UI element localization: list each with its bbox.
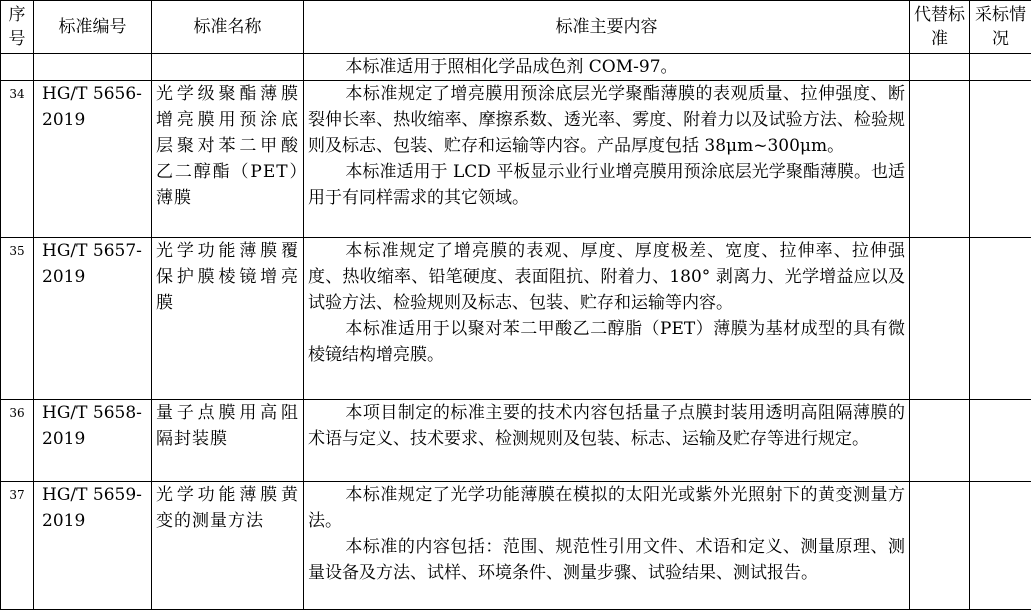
- row-name: 光学功能薄膜黄变的测量方法: [152, 482, 304, 610]
- row-code: HG/T 5656-2019: [34, 81, 152, 238]
- content-paragraph: 本标准的内容包括：范围、规范性引用文件、术语和定义、测量原理、测量设备及方法、试样、环境条件、测量步骤、试验结果、测试报告。: [308, 537, 905, 583]
- row-adopt: [970, 400, 1031, 482]
- row-code: HG/T 5659-2019: [34, 482, 152, 610]
- table-row: [1, 482, 1031, 610]
- content-paragraph: 本标准规定了增亮膜的表观、厚度、厚度极差、宽度、拉伸率、拉伸强度、热收缩率、铅笔硬度、表面阻抗、附着力、180° 剥离力、光学增益应以及试验方法、检验规则及标志、包装、贮存和运输等内容。: [308, 241, 905, 313]
- content-paragraph: 本标准规定了增亮膜用预涂底层光学聚酯薄膜的表观质量、拉伸强度、断裂伸长率、热收缩率、摩擦系数、透光率、雾度、附着力以及试验方法、检验规则及标志、包装、贮存和运输等内容。产品厚度包括 38μm~300μm。: [308, 84, 905, 156]
- header-content: 标准主要内容: [304, 1, 910, 54]
- row-replace: [910, 81, 970, 238]
- header-code: 标准编号: [34, 1, 152, 54]
- table-row-continued: [1, 54, 1031, 81]
- row-adopt: [970, 482, 1031, 610]
- table-header: [1, 1, 1031, 54]
- header-name: 标准名称: [152, 1, 304, 54]
- content-paragraph: 本标准适用于 LCD 平板显示业行业增亮膜用预涂底层光学聚酯薄膜。也适用于有同样需求的其它领域。: [308, 162, 905, 208]
- header-adopt: 采标情况: [970, 1, 1031, 54]
- row-content: [304, 400, 910, 482]
- row-replace: [910, 400, 970, 482]
- row-replace: [910, 238, 970, 400]
- row-adopt: [970, 238, 1031, 400]
- row-content: [304, 238, 910, 400]
- row-seq: 34: [1, 81, 34, 238]
- row-name: 量子点膜用高阻隔封装膜: [152, 400, 304, 482]
- row-code: HG/T 5658-2019: [34, 400, 152, 482]
- table-row: [1, 238, 1031, 400]
- table-row: [1, 81, 1031, 238]
- content-paragraph: 本标准规定了光学功能薄膜在模拟的太阳光或紫外光照射下的黄变测量方法。: [308, 485, 905, 531]
- table-row: [1, 400, 1031, 482]
- row-replace: [910, 482, 970, 610]
- table-body: [1, 54, 1031, 610]
- header-row: [1, 1, 1031, 54]
- row-seq: 36: [1, 400, 34, 482]
- continued-replace-cell: [910, 54, 970, 81]
- continued-content-cell: [304, 54, 910, 81]
- content-paragraph: 本项目制定的标准主要的技术内容包括量子点膜封装用透明高阻隔薄膜的术语与定义、技术要求、检测规则及包装、标志、运输及贮存等进行规定。: [308, 403, 905, 449]
- header-replace: 代替标准: [910, 1, 970, 54]
- row-name: 光学级聚酯薄膜 增亮膜用预涂底层聚对苯二甲酸乙二醇酯（PET）薄膜: [152, 81, 304, 238]
- row-name: 光学功能薄膜覆保护膜棱镜增亮膜: [152, 238, 304, 400]
- row-code: HG/T 5657-2019: [34, 238, 152, 400]
- content-paragraph: 本标准适用于以聚对苯二甲酸乙二醇脂（PET）薄膜为基材成型的具有微棱镜结构增亮膜。: [308, 319, 905, 365]
- row-content: [304, 81, 910, 238]
- row-adopt: [970, 81, 1031, 238]
- continued-seq-cell: [1, 54, 34, 81]
- continued-content-paragraph: 本标准适用于照相化学品成色剂 COM-97。: [345, 57, 678, 77]
- row-content: [304, 482, 910, 610]
- continued-adopt-cell: [970, 54, 1031, 81]
- row-seq: 37: [1, 482, 34, 610]
- continued-name-cell: [152, 54, 304, 81]
- continued-code-cell: [34, 54, 152, 81]
- row-seq: 35: [1, 238, 34, 400]
- header-seq: 序号: [1, 1, 34, 54]
